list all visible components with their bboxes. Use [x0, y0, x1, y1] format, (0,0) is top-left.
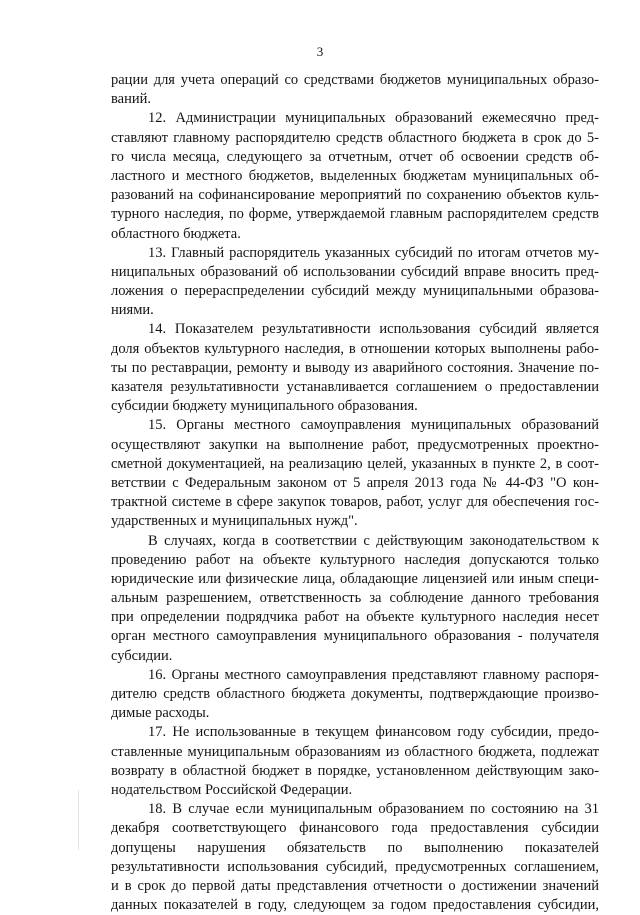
- text-line: и в срок до первой даты представления отчетности о достижении значений: [111, 877, 599, 894]
- text-line: ниями.: [111, 302, 154, 319]
- text-line: проведению работ на объекте культурного наследия допускаются только: [111, 551, 599, 568]
- text-line: субсидии бюджету муниципального образования.: [111, 398, 418, 415]
- text-line: 18. В случае если муниципальным образованием по состоянию на 31: [148, 801, 599, 818]
- text-line: при определении подрядчика работ на объекте культурного наследия несет: [111, 609, 599, 626]
- text-line: доля объектов культурного наследия, в отношении которых выполнены рабо-: [111, 340, 599, 357]
- text-line: декабря соответствующего финансового года предоставления субсидии: [111, 820, 599, 837]
- scan-margin-mark: [78, 790, 79, 850]
- text-line: 14. Показателем результативности использования субсидий является: [148, 321, 599, 338]
- text-line: альным разрешением, ответственность за соблюдение данного требования: [111, 590, 599, 607]
- text-line: ударственных и муниципальных нужд".: [111, 513, 358, 530]
- text-line: димые расходы.: [111, 705, 210, 722]
- text-line: данных показателей в году, следующем за годом предоставления субсидии,: [111, 897, 599, 914]
- text-line: турного наследия, по форме, утверждаемой главным распорядителем средств: [111, 206, 599, 223]
- text-line: ложения о перераспределении субсидий между муниципальными образова-: [111, 283, 599, 300]
- text-line: результативности использования субсидий, предусмотренных соглашением,: [111, 858, 599, 875]
- text-line: В случаях, когда в соответствии с действующим законодательством к: [148, 532, 599, 549]
- text-line: сметной документацией, на реализацию целей, указанных в пункте 2, в соот-: [111, 455, 599, 472]
- text-line: ваний.: [111, 91, 151, 108]
- text-line: ставленные муниципальным образованиям из областного бюджета, подлежат: [111, 743, 599, 760]
- text-line: трактной системе в сфере закупок товаров, работ, услуг для обеспечения гос-: [111, 494, 599, 511]
- text-line: 16. Органы местного самоуправления представляют главному распоря-: [148, 666, 599, 683]
- text-line: нодательством Российской Федерации.: [111, 781, 353, 798]
- text-line: юридические или физические лица, обладающие лицензией или иным специ-: [111, 570, 599, 587]
- text-line: областного бюджета.: [111, 225, 241, 242]
- text-line: осуществляют закупки на выполнение работ, предусмотренных проектно-: [111, 436, 599, 453]
- text-line: ты по реставрации, ремонту и выводу из аварийного состояния. Значение по-: [111, 359, 599, 376]
- text-line: разований на софинансирование мероприятий по сохранению объектов куль-: [111, 187, 599, 204]
- text-line: дителю средств областного бюджета документы, подтверждающие произво-: [111, 686, 599, 702]
- text-line: субсидии.: [111, 647, 173, 664]
- text-line: 15. Органы местного самоуправления муниципальных образований: [148, 417, 599, 434]
- text-line: казателя результативности устанавливается соглашением о предоставлении: [111, 379, 599, 395]
- text-line: орган местного самоуправления муниципального образования - получателя: [111, 628, 599, 645]
- text-line: допущены нарушения обязательств по выполнению показателей: [111, 839, 599, 856]
- text-line: ставляют главному распорядителю средств областного бюджета в срок до 5-: [111, 129, 599, 146]
- text-line: рации для учета операций со средствами бюджетов муниципальных образо-: [111, 72, 599, 88]
- text-line: 13. Главный распорядитель указанных субсидий по итогам отчетов му-: [148, 244, 599, 261]
- text-line: ниципальных образований об использовании субсидий вправе вносить пред-: [111, 263, 599, 280]
- text-line: ветствии с Федеральным законом от 5 апреля 2013 года № 44-ФЗ "О кон-: [111, 474, 599, 491]
- page-number: 3: [316, 44, 324, 59]
- text-line: 12. Администрации муниципальных образований ежемесячно пред-: [148, 110, 599, 127]
- text-line: ластного и местного бюджетов, выделенных бюджетам муниципальных об-: [111, 167, 599, 184]
- text-line: 17. Не использованные в текущем финансовом году субсидии, предо-: [148, 724, 599, 741]
- text-line: возврату в областной бюджет в порядке, установленном действующим зако-: [111, 762, 599, 779]
- text-line: го числа месяца, следующего за отчетным, отчет об освоении средств об-: [111, 148, 599, 165]
- body-text: [111, 71, 599, 915]
